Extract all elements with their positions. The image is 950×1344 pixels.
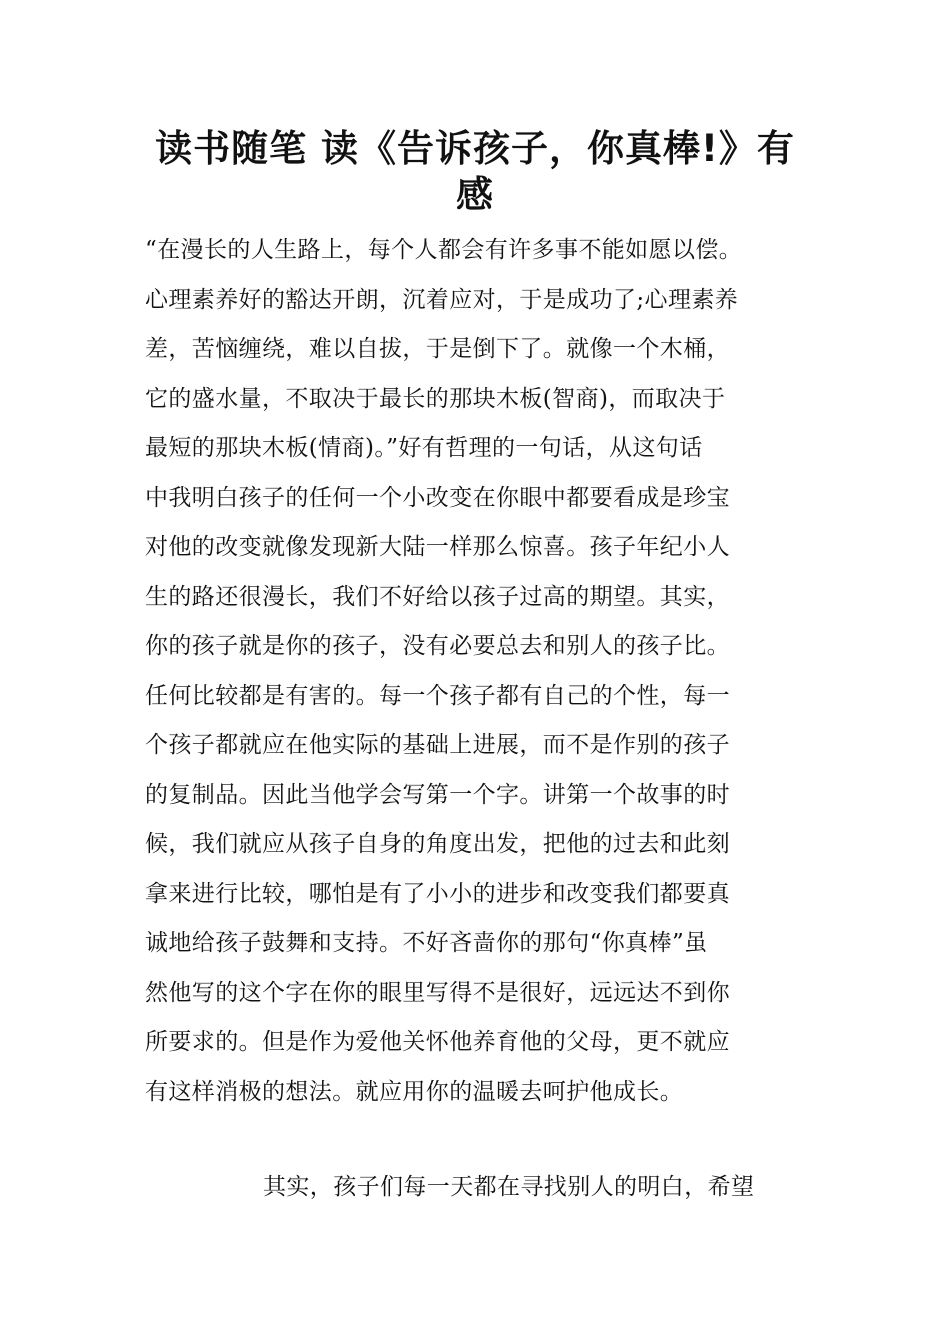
document-title xyxy=(120,126,830,218)
paragraph-line: 它的盛水量，不取决于最长的那块木板(智商)，而取决于 xyxy=(145,385,726,412)
paragraph-line: 差，苦恼缠绕，难以自拔，于是倒下了。就像一个木桶， xyxy=(145,336,730,362)
paragraph-line: 有这样消极的想法。就应用你的温暖去呵护他成长。 xyxy=(145,1078,684,1105)
paragraph-gap xyxy=(145,1126,825,1172)
paragraph-line: 个孩子都就应在他实际的基础上进展，而不是作别的孩子 xyxy=(145,732,730,758)
paragraph-line: 诚地给孩子鼓舞和支持。不好吝啬你的那句“你真棒”虽 xyxy=(145,930,708,956)
paragraph-line: 心理素养好的豁达开朗，沉着应对，于是成功了;心理素养 xyxy=(145,286,739,313)
paragraph-line: 对他的改变就像发现新大陆一样那么惊喜。孩子年纪小人 xyxy=(145,534,730,560)
paragraph-line: 你的孩子就是你的孩子，没有必要总去和别人的孩子比。 xyxy=(145,633,730,659)
paragraph-line: 生的路还很漫长，我们不好给以孩子过高的期望。其实， xyxy=(145,583,730,610)
paragraph-line: 任何比较都是有害的。每一个孩子都有自己的个性，每一 xyxy=(145,682,730,709)
paragraph-2 xyxy=(145,1172,825,1222)
paragraph-line: “在漫长的人生路上，每个人都会有许多事不能如愿以偿。 xyxy=(145,237,743,263)
paragraph-line: 拿来进行比较，哪怕是有了小小的进步和改变我们都要真 xyxy=(145,880,730,907)
paragraph-line: 的复制品。因此当他学会写第一个字。讲第一个故事的时 xyxy=(145,781,730,808)
title-line-2: 感 xyxy=(456,173,494,216)
paragraph-line: 候，我们就应从孩子自身的角度出发，把他的过去和此刻 xyxy=(145,831,730,857)
paragraph-line: 中我明白孩子的任何一个小改变在你眼中都要看成是珍宝 xyxy=(145,484,730,511)
paragraph-line: 其实，孩子们每一天都在寻找别人的明白，希望 xyxy=(263,1174,755,1200)
paragraph-line: 所要求的。但是作为爱他关怀他养育他的父母，更不就应 xyxy=(145,1029,730,1055)
title-line-1: 读书随笔 读《告诉孩子，你真棒!》有 xyxy=(155,127,795,170)
paragraph-line: 最短的那块木板(情商)。”好有哲理的一句话，从这句话 xyxy=(145,435,703,461)
paragraph-1 xyxy=(145,235,825,1126)
paragraph-line: 然他写的这个字在你的眼里写得不是很好，远远达不到你 xyxy=(145,979,730,1006)
document-body xyxy=(145,235,825,1222)
